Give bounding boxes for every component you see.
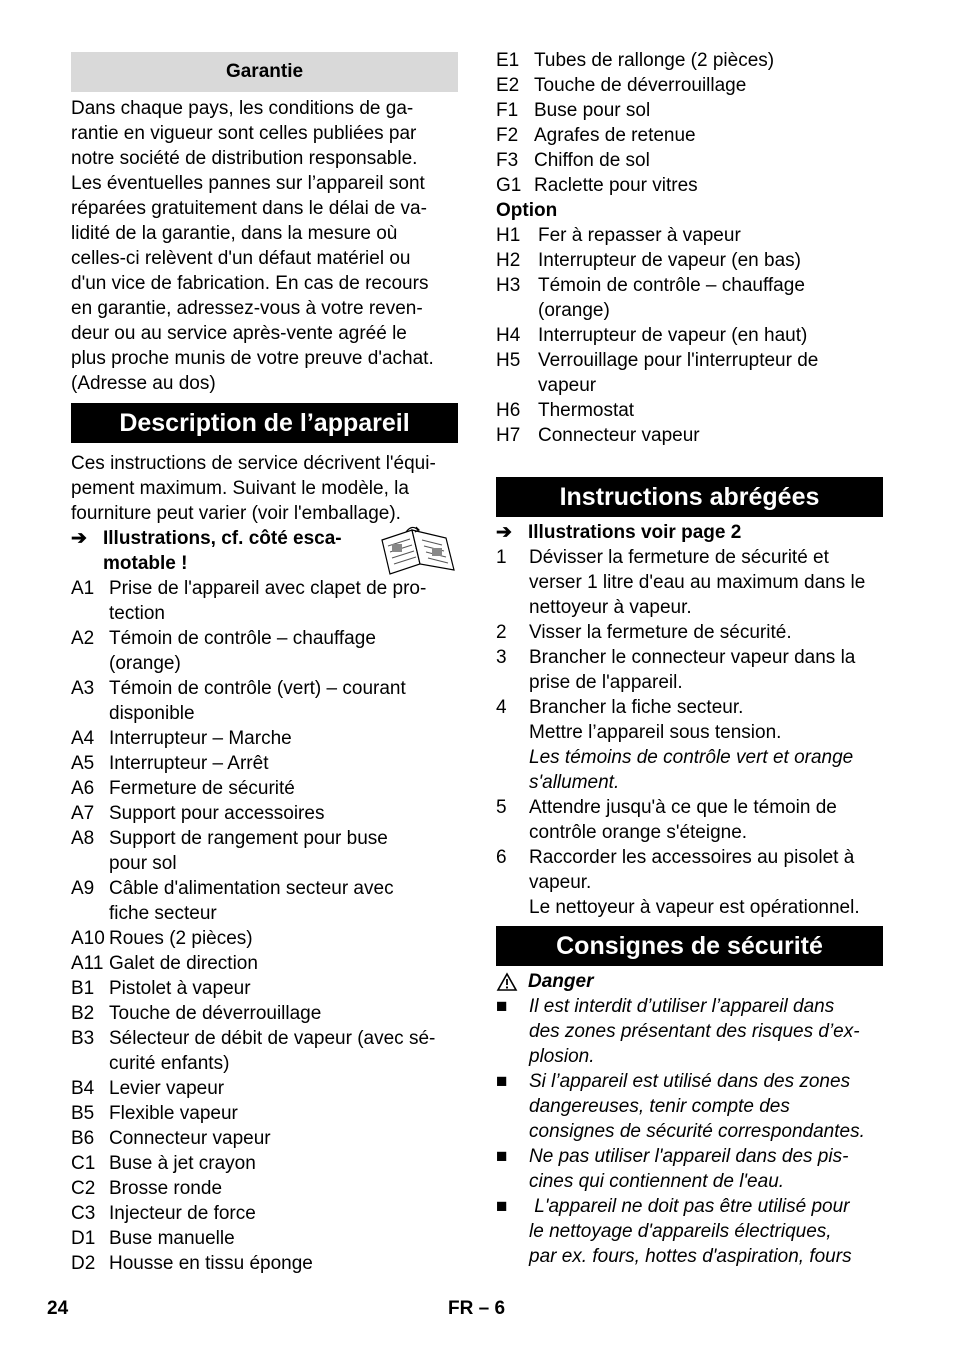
- step-line: contrôle orange s'éteigne.: [529, 822, 748, 843]
- item-text: [109, 1026, 458, 1076]
- list-item: [71, 1251, 458, 1276]
- item-text: [538, 248, 883, 273]
- item-text-line: tection: [109, 603, 165, 624]
- item-code: D2: [71, 1253, 96, 1274]
- item-text: [538, 223, 883, 248]
- list-item: [71, 801, 458, 826]
- parts-list-right: [496, 48, 883, 198]
- step-number: 5: [496, 797, 507, 818]
- step-line: Attendre jusqu'à ce que le témoin de: [529, 797, 837, 818]
- option-label: Option: [496, 200, 558, 221]
- item-text-line: Touche de déverrouillage: [534, 75, 747, 96]
- safety-bullet: [496, 1069, 883, 1144]
- item-code: B1: [71, 978, 95, 999]
- list-item: [71, 876, 458, 926]
- intro-line: pement maximum. Suivant le modèle, la: [71, 478, 409, 499]
- item-text-line: Tubes de rallonge (2 pièces): [534, 50, 775, 71]
- step-line: Mettre l’appareil sous tension.: [529, 722, 782, 743]
- arrow-icon: ➔: [71, 528, 87, 549]
- list-item: [71, 976, 458, 1001]
- list-item: [496, 148, 883, 173]
- list-item: [496, 398, 883, 423]
- item-text-line: Interrupteur – Arrêt: [109, 753, 269, 774]
- item-code: B3: [71, 1028, 95, 1049]
- garantie-line: plus proche munis de votre preuve d'achat.: [71, 348, 434, 369]
- item-text: [538, 398, 883, 423]
- item-text: [109, 576, 458, 626]
- list-item: [496, 48, 883, 73]
- item-code: B2: [71, 1003, 95, 1024]
- bullet-line: consignes de sécurité correspondantes.: [529, 1121, 865, 1142]
- item-code: A7: [71, 803, 95, 824]
- step-text: [529, 545, 883, 620]
- step-result-line: s'allument.: [529, 772, 620, 793]
- garantie-line: en garantie, adressez-vous à votre reven-: [71, 298, 423, 319]
- item-text-line: Fermeture de sécurité: [109, 778, 295, 799]
- item-code: C1: [71, 1153, 96, 1174]
- item-code: C2: [71, 1178, 96, 1199]
- item-code: A5: [71, 753, 95, 774]
- step-text: [529, 645, 883, 695]
- garantie-text: [71, 96, 458, 396]
- illustration-note-line: Illustrations, cf. côté esca-: [103, 528, 342, 549]
- list-item: [71, 726, 458, 751]
- item-text: [109, 1101, 458, 1126]
- instructions-arrow-note: [496, 520, 883, 545]
- item-text-line: Buse pour sol: [534, 100, 651, 121]
- bullet-line: Ne pas utiliser l'appareil dans des pis-: [529, 1146, 849, 1167]
- item-code: E1: [496, 50, 520, 71]
- item-code: H7: [496, 425, 521, 446]
- garantie-line: lidité de la garantie, dans la mesure où: [71, 223, 398, 244]
- item-text-line: Verrouillage pour l'interrupteur de: [538, 350, 819, 371]
- bullet-square-icon: ■: [496, 1146, 508, 1167]
- item-text: [538, 323, 883, 348]
- step-number: 1: [496, 547, 507, 568]
- item-text-line: disponible: [109, 703, 195, 724]
- safety-bullet: [496, 1194, 883, 1269]
- item-code: B4: [71, 1078, 95, 1099]
- item-code: H3: [496, 275, 521, 296]
- danger-text: Danger: [528, 971, 594, 992]
- item-text: [109, 776, 458, 801]
- item-text: [534, 148, 883, 173]
- illustration-note-line: motable !: [103, 553, 188, 574]
- item-text-line: Interrupteur – Marche: [109, 728, 292, 749]
- list-item: [496, 248, 883, 273]
- item-text: [109, 1251, 458, 1276]
- parts-list-left: [71, 576, 458, 1276]
- item-text: [109, 926, 458, 951]
- item-code: D1: [71, 1228, 96, 1249]
- step-result-line: Les témoins de contrôle vert et orange: [529, 747, 854, 768]
- bullet-line: Si l’appareil est utilisé dans des zones: [529, 1071, 851, 1092]
- list-item: [71, 751, 458, 776]
- item-text: [109, 626, 458, 676]
- step-line: nettoyeur à vapeur.: [529, 597, 692, 618]
- list-item: [71, 776, 458, 801]
- item-code: B5: [71, 1103, 95, 1124]
- garantie-line: d'un vice de fabrication. En cas de recours: [71, 273, 429, 294]
- bullet-line: dangereuses, tenir compte des: [529, 1096, 790, 1117]
- item-text: [109, 1201, 458, 1226]
- warning-triangle-icon: [496, 972, 518, 992]
- item-text: [538, 348, 883, 398]
- safety-bullet: [496, 994, 883, 1069]
- bullet-square-icon: ■: [496, 1196, 508, 1217]
- bullet-line: par ex. fours, hottes d'aspiration, fours: [529, 1246, 852, 1267]
- item-code: H5: [496, 350, 521, 371]
- list-item: [71, 1226, 458, 1251]
- step-line: Le nettoyeur à vapeur est opérationnel.: [529, 897, 860, 918]
- item-text-line: Galet de direction: [109, 953, 258, 974]
- item-code: A9: [71, 878, 95, 899]
- list-item: [496, 323, 883, 348]
- instruction-step: [496, 620, 883, 645]
- item-text-line: Touche de déverrouillage: [109, 1003, 322, 1024]
- bullet-line: L'appareil ne doit pas être utilisé pour: [529, 1196, 850, 1217]
- step-number: 3: [496, 647, 507, 668]
- intro-line: fourniture peut varier (voir l'emballage).: [71, 503, 401, 524]
- item-text-line: (orange): [109, 653, 181, 674]
- item-code: F3: [496, 150, 519, 171]
- bullet-line: plosion.: [529, 1046, 595, 1067]
- list-item: [496, 273, 883, 323]
- item-text-line: Témoin de contrôle – chauffage: [538, 275, 805, 296]
- item-text-line: Connecteur vapeur: [538, 425, 700, 446]
- item-text-line: Housse en tissu éponge: [109, 1253, 313, 1274]
- intro-line: Ces instructions de service décrivent l'équi-: [71, 453, 436, 474]
- step-number: 6: [496, 847, 507, 868]
- instruction-step: [496, 545, 883, 620]
- item-text-line: Connecteur vapeur: [109, 1128, 271, 1149]
- item-code: H2: [496, 250, 521, 271]
- item-text: [538, 273, 883, 323]
- garantie-line: notre société de distribution responsable.: [71, 148, 418, 169]
- step-number: 2: [496, 622, 507, 643]
- item-text-line: Sélecteur de débit de vapeur (avec sé-: [109, 1028, 436, 1049]
- item-text: [109, 676, 458, 726]
- garantie-line: Les éventuelles pannes sur l’appareil sont: [71, 173, 425, 194]
- item-code: G1: [496, 175, 522, 196]
- instructions-heading: Instructions abrégées: [496, 477, 883, 517]
- list-item: [496, 423, 883, 448]
- step-text: [529, 695, 883, 795]
- bullet-text: [529, 994, 860, 1069]
- item-code: H6: [496, 400, 521, 421]
- item-text: [109, 1151, 458, 1176]
- step-line: verser 1 litre d'eau au maximum dans le: [529, 572, 866, 593]
- item-code: H4: [496, 325, 521, 346]
- step-text: [529, 795, 883, 845]
- step-line: Dévisser la fermeture de sécurité et: [529, 547, 829, 568]
- item-code: A8: [71, 828, 95, 849]
- item-text-line: Raclette pour vitres: [534, 175, 698, 196]
- item-code: A4: [71, 728, 95, 749]
- step-text: [529, 620, 883, 645]
- bullet-square-icon: ■: [496, 996, 508, 1017]
- item-text: [534, 123, 883, 148]
- item-text-line: pour sol: [109, 853, 177, 874]
- item-text-line: Interrupteur de vapeur (en haut): [538, 325, 808, 346]
- garantie-line: celles-ci relèvent d'un défaut matériel ou: [71, 248, 411, 269]
- item-text-line: Câble d'alimentation secteur avec: [109, 878, 394, 899]
- item-text-line: Buse à jet crayon: [109, 1153, 256, 1174]
- book-icon: [376, 526, 458, 576]
- garantie-line: rantie en vigueur sont celles publiées par: [71, 123, 417, 144]
- list-item: [71, 1201, 458, 1226]
- item-text-line: Chiffon de sol: [534, 150, 650, 171]
- bullet-line: Il est interdit d’utiliser l’appareil dans: [529, 996, 835, 1017]
- list-item: [496, 73, 883, 98]
- bullet-line: le nettoyage d'appareils électriques,: [529, 1221, 832, 1242]
- instruction-step: [496, 645, 883, 695]
- garantie-line: Dans chaque pays, les conditions de ga-: [71, 98, 414, 119]
- item-text-line: Roues (2 pièces): [109, 928, 253, 949]
- bullet-line: des zones présentant des risques d’ex-: [529, 1021, 860, 1042]
- item-text: [109, 726, 458, 751]
- list-item: [71, 626, 458, 676]
- item-text-line: Thermostat: [538, 400, 635, 421]
- item-code: A11: [71, 953, 104, 974]
- instruction-step: [496, 795, 883, 845]
- list-item: [71, 676, 458, 726]
- item-code: A1: [71, 578, 95, 599]
- item-text-line: Support de rangement pour buse: [109, 828, 388, 849]
- list-item: [71, 1026, 458, 1076]
- bullet-line: cines qui contiennent de l'eau.: [529, 1171, 785, 1192]
- list-item: [71, 1001, 458, 1026]
- step-text: [529, 845, 883, 920]
- instruction-steps: [496, 545, 883, 920]
- item-text-line: curité enfants): [109, 1053, 230, 1074]
- step-line: prise de l'appareil.: [529, 672, 683, 693]
- item-text: [109, 801, 458, 826]
- item-text: [109, 751, 458, 776]
- item-code: A3: [71, 678, 95, 699]
- list-item: [71, 576, 458, 626]
- item-text-line: Flexible vapeur: [109, 1103, 238, 1124]
- item-text: [534, 173, 883, 198]
- list-item: [496, 173, 883, 198]
- item-text-line: fiche secteur: [109, 903, 217, 924]
- item-text-line: Injecteur de force: [109, 1203, 256, 1224]
- step-line: Brancher le connecteur vapeur dans la: [529, 647, 856, 668]
- garantie-line: réparées gratuitement dans le délai de va-: [71, 198, 427, 219]
- item-code: C3: [71, 1203, 96, 1224]
- danger-label: [496, 969, 883, 994]
- item-text: [534, 73, 883, 98]
- bullet-text: [529, 1069, 865, 1144]
- item-text: [109, 976, 458, 1001]
- item-code: B6: [71, 1128, 95, 1149]
- description-intro: [71, 451, 458, 526]
- step-line: Brancher la fiche secteur.: [529, 697, 744, 718]
- list-item: [71, 1126, 458, 1151]
- description-heading: Description de l’appareil: [71, 403, 458, 443]
- list-item: [496, 223, 883, 248]
- item-text-line: Levier vapeur: [109, 1078, 225, 1099]
- item-text-line: Support pour accessoires: [109, 803, 325, 824]
- item-text: [109, 876, 458, 926]
- item-text-line: Témoin de contrôle (vert) – courant: [109, 678, 406, 699]
- list-item: [71, 951, 458, 976]
- step-line: Visser la fermeture de sécurité.: [529, 622, 792, 643]
- left-column: [71, 48, 458, 1276]
- step-line: vapeur.: [529, 872, 592, 893]
- item-text-line: Interrupteur de vapeur (en bas): [538, 250, 801, 271]
- item-text-line: Prise de l'appareil avec clapet de pro-: [109, 578, 427, 599]
- item-text: [109, 1076, 458, 1101]
- garantie-heading: Garantie: [71, 52, 458, 92]
- item-text-line: Agrafes de retenue: [534, 125, 696, 146]
- bullet-text: [529, 1144, 848, 1194]
- item-text: [534, 98, 883, 123]
- instructions-note-text: Illustrations voir page 2: [528, 522, 742, 543]
- instruction-step: [496, 695, 883, 795]
- item-text: [534, 48, 883, 73]
- safety-heading: Consignes de sécurité: [496, 926, 883, 966]
- garantie-line: (Adresse au dos): [71, 373, 216, 394]
- list-item: [71, 1176, 458, 1201]
- list-item: [496, 98, 883, 123]
- option-parts-list: [496, 223, 883, 448]
- instruction-step: [496, 845, 883, 920]
- item-text-line: Pistolet à vapeur: [109, 978, 251, 999]
- list-item: [496, 123, 883, 148]
- page-number: 24: [47, 1298, 69, 1319]
- item-text: [109, 1001, 458, 1026]
- item-text-line: Brosse ronde: [109, 1178, 223, 1199]
- section-marker: FR – 6: [448, 1298, 506, 1319]
- list-item: [71, 1151, 458, 1176]
- bullet-text: [529, 1194, 852, 1269]
- list-item: [71, 826, 458, 876]
- list-item: [71, 1101, 458, 1126]
- bullet-square-icon: ■: [496, 1071, 508, 1092]
- safety-bullets: [496, 994, 883, 1269]
- item-text: [109, 1176, 458, 1201]
- item-code: E2: [496, 75, 520, 96]
- garantie-line: deur ou au service après-vente agréé le: [71, 323, 407, 344]
- item-text-line: Témoin de contrôle – chauffage: [109, 628, 376, 649]
- item-text-line: vapeur: [538, 375, 597, 396]
- item-code: A6: [71, 778, 95, 799]
- list-item: [71, 926, 458, 951]
- item-text-line: Buse manuelle: [109, 1228, 235, 1249]
- step-number: 4: [496, 697, 507, 718]
- item-code: A2: [71, 628, 95, 649]
- item-text: [538, 423, 883, 448]
- safety-bullet: [496, 1144, 883, 1194]
- item-text: [109, 1126, 458, 1151]
- step-line: Raccorder les accessoires au pisolet à: [529, 847, 855, 868]
- item-code: H1: [496, 225, 521, 246]
- item-text: [109, 826, 458, 876]
- item-text-line: (orange): [538, 300, 610, 321]
- item-code: A10: [71, 928, 105, 949]
- item-text-line: Fer à repasser à vapeur: [538, 225, 741, 246]
- list-item: [71, 1076, 458, 1101]
- arrow-icon: ➔: [496, 522, 512, 543]
- list-item: [496, 348, 883, 398]
- item-code: F2: [496, 125, 519, 146]
- item-code: F1: [496, 100, 519, 121]
- right-column: [496, 48, 883, 1269]
- illustration-note: [71, 526, 458, 576]
- item-text: [109, 1226, 458, 1251]
- item-text: [109, 951, 458, 976]
